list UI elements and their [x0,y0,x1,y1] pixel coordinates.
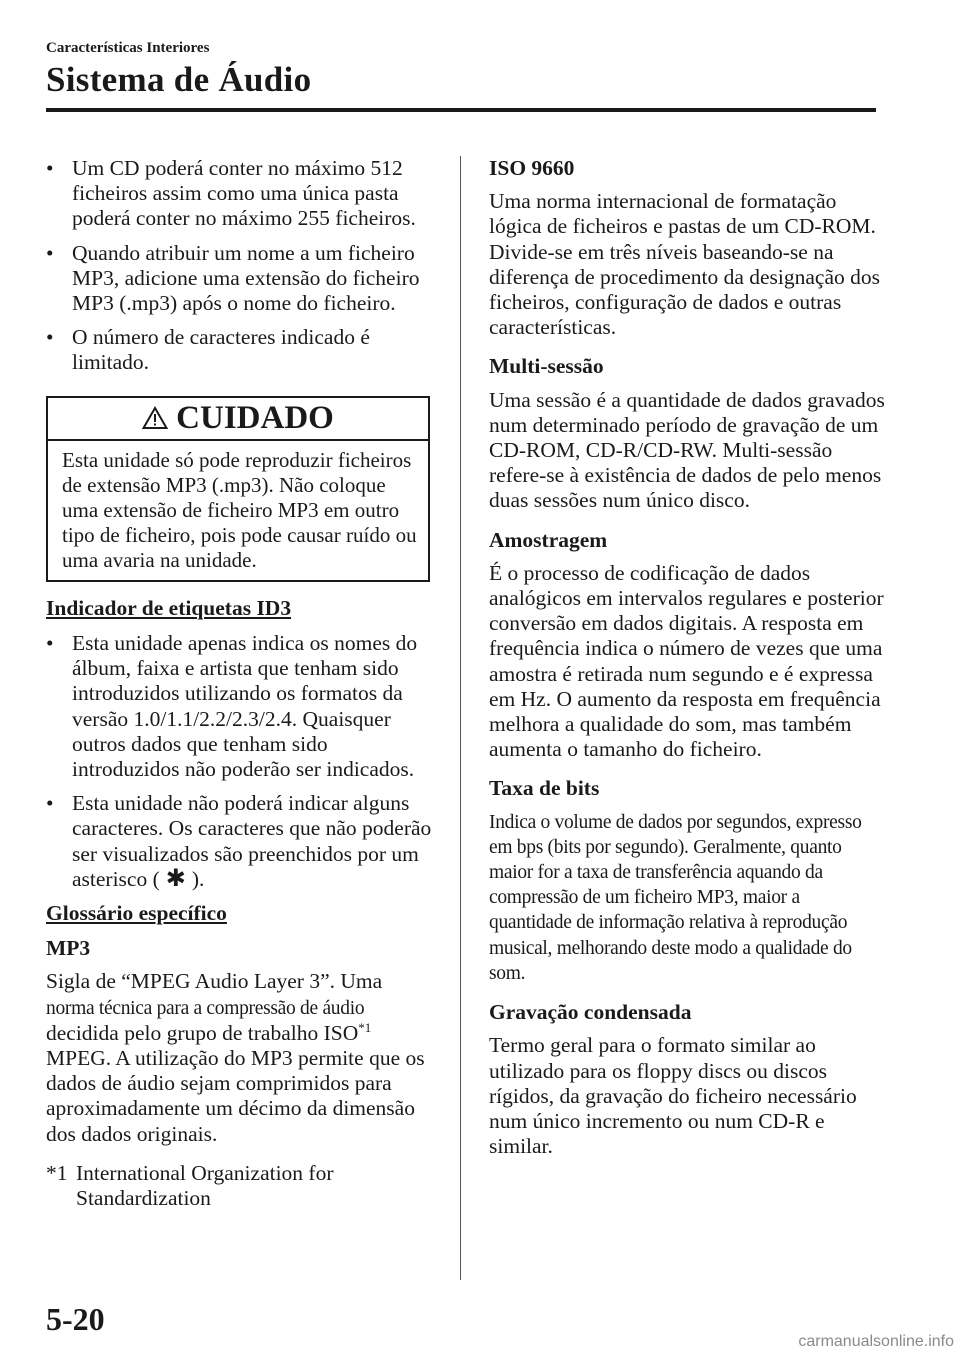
caution-title: CUIDADO [176,399,334,436]
bullet-icon: • [46,156,54,180]
list-item [46,791,438,892]
left-column [46,156,438,1211]
bullet-list [46,156,438,376]
glossary-term: Taxa de bits [489,776,600,801]
watermark: carmanualsonline.info [798,1333,954,1350]
footnote-mark: *1 [46,1160,68,1185]
bullet-icon: • [46,240,54,265]
right-column [489,156,885,1173]
bullet-icon: • [46,325,54,350]
id3-heading: Indicador de etiquetas ID3 [46,595,292,620]
glossary-definition: Termo geral para o formato similar ao utilizado para os floppy discs ou discos rígidos, da gravação do ficheiro necessário num único incremento ou num CD-R e similar. [489,1033,857,1159]
footnote-text: International Organization for Standardization [76,1160,334,1211]
list-item [46,631,438,782]
mp3-line-1: Sigla de “MPEG Audio Layer 3”. Uma [46,969,383,994]
list-item-text: O número de caracteres indicado é limitado. [72,325,370,375]
mp3-line-3: decidida pelo grupo de trabalho ISO [46,1020,359,1045]
footnote-reference: *1 [358,1019,372,1035]
glossary-definition: Uma sessão é a quantidade de dados gravados num determinado período de gravação de um CD-ROM, CD-R/CD-RW. Multi-sessão refere-se à existência de dados de pelo menos duas sessões num único disco. [489,387,885,513]
glossary-definition: Indica o volume de dados por segundos, expresso em bps (bits por segundo). Geralmente, quanto maior for a taxa de transferência aquando da compressão de um ficheiro MP3, maior a quantidade de informação relativa à reprodução musical, melhorando deste modo a qualidade do som. [489,811,862,984]
definition-text-2: Divide-se em três níveis baseando-se na diferença de procedimento da designação dos ficheiros, configuração de dados e outras características. [489,239,881,340]
list-item-text: Esta unidade apenas indica os nomes do álbum, faixa e artista que tenham sido introduzidos utilizando os formatos da versão 1.0/1.1/2.2/2.3/2.4. Quaisquer outros dados que tenham sido introduzidos não poderão ser indicados. [72,631,418,782]
glossary-term: Gravação condensada [489,1000,692,1025]
section-label: Características Interiores [46,40,210,56]
list-item [46,325,438,375]
list-item-text-end: ). [191,866,205,891]
warning-triangle-icon [142,406,168,430]
list-item [46,241,438,317]
caution-header [48,398,428,441]
glossary-definition [489,189,885,340]
list-item [46,156,438,232]
mp3-line-2: norma técnica para a compressão de áudio [46,997,365,1019]
caution-text: Esta unidade só pode reproduzir ficheiros de extensão MP3 (.mp3). Não coloque uma extensão de ficheiro MP3 em outro tipo de ficheiro, pois pode causar ruído ou uma avaria na unidade. [62,447,417,572]
title-rule [46,108,876,112]
glossary-term: Amostragem [489,527,608,552]
list-item-text: Quando atribuir um nome a um ficheiro MP3, adicione uma extensão do ficheiro MP3 (.mp3) após o nome do ficheiro. [72,240,420,316]
glossary-definition: É o processo de codificação de dados analógicos em intervalos regulares e posterior conversão em dados digitais. A resposta em frequência indica o número de vezes que uma amostra é retirada num segundo e é expressa em Hz. O aumento da resposta em frequência melhora a qualidade do som, mas também aumenta o tamanho do ficheiro. [489,560,884,762]
caution-box [46,396,430,582]
footnote [46,1161,438,1211]
column-divider [460,156,461,1280]
definition-text: Uma norma internacional de formatação lógica de ficheiros e pastas de um CD-ROM. [489,189,876,239]
glossary-term-mp3: MP3 [46,936,91,961]
list-item-text: Um CD poderá conter no máximo 512 ficheiros assim como uma única pasta poderá conter no máximo 255 ficheiros. [72,156,416,231]
mp3-line-rest: MPEG. A utilização do MP3 permite que os dados de áudio sejam comprimidos para aproximadamente um décimo da dimensão dos dados originais. [46,1046,425,1146]
list-item-text: Esta unidade não poderá indicar alguns caracteres. Os caracteres que não poderão ser visualizados são preenchidos por um asterisco ( [72,791,432,891]
bullet-icon: • [46,631,54,656]
bullet-icon: • [46,791,54,816]
glossary-heading: Glossário específico [46,901,227,926]
glossary-term: ISO 9660 [489,156,575,180]
asterisk-icon: ✱ [165,865,186,892]
id3-bullet-list [46,631,438,892]
page-title: Sistema de Áudio [46,60,312,99]
page-number: 5-20 [46,1301,105,1337]
glossary-definition-mp3 [46,969,438,1146]
glossary-term: Multi-sessão [489,354,604,379]
